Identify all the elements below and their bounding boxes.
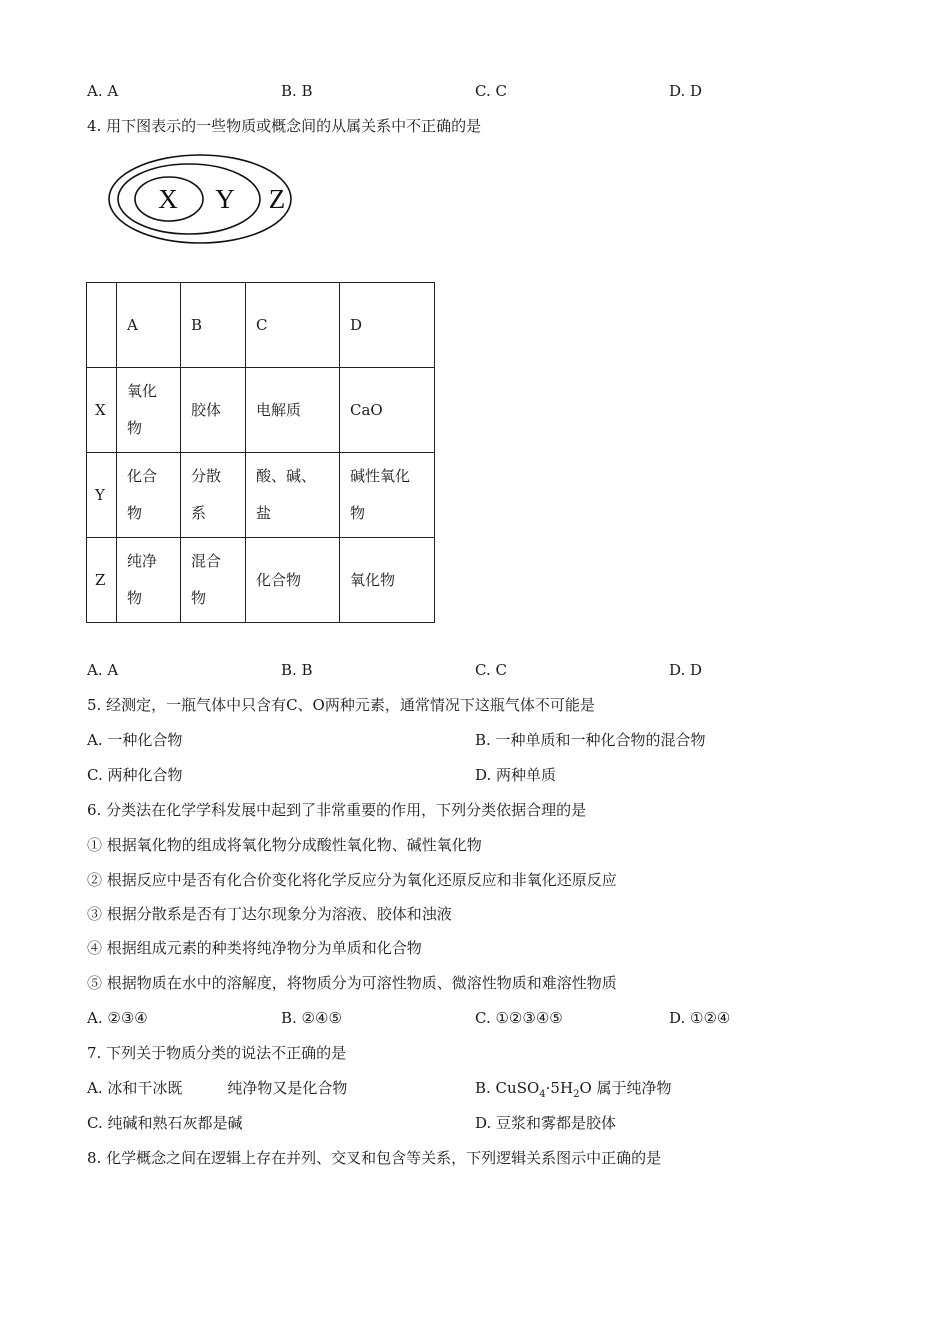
table-row-z bbox=[87, 538, 435, 623]
header-c: C bbox=[246, 283, 340, 368]
q7-option-b-sub2: 2 bbox=[573, 1089, 580, 1100]
q3-option-a: A. A bbox=[87, 82, 119, 100]
q4-table bbox=[86, 282, 435, 623]
q4-option-a: A. A bbox=[87, 661, 119, 679]
q6-option-d: D. ①②④ bbox=[669, 1009, 731, 1027]
cell-zd: 氧化物 bbox=[340, 538, 435, 623]
q5-option-b: B. 一种单质和一种化合物的混合物 bbox=[475, 731, 706, 749]
cell-zc: 化合物 bbox=[246, 538, 340, 623]
q7-option-a: A. 冰和干冰既 纯净物又是化合物 bbox=[87, 1079, 348, 1097]
q5-option-c: C. 两种化合物 bbox=[87, 766, 183, 784]
q3-option-b: B. B bbox=[281, 82, 313, 100]
table-header-row bbox=[87, 283, 435, 368]
cell-yc: 酸、碱、盐 bbox=[246, 453, 340, 538]
cell-xd: CaO bbox=[340, 368, 435, 453]
q6-stem: 6. 分类法在化学学科发展中起到了非常重要的作用，下列分类依据合理的是 bbox=[87, 801, 587, 819]
q6-item-5: ⑤ 根据物质在水中的溶解度，将物质分为可溶性物质、微溶性物质和难溶性物质 bbox=[87, 974, 617, 992]
q6-item-3: ③ 根据分散系是否有丁达尔现象分为溶液、胶体和浊液 bbox=[87, 905, 452, 923]
row-label-z: Z bbox=[87, 538, 117, 623]
q4-stem: 4. 用下图表示的一些物质或概念间的从属关系中不正确的是 bbox=[87, 117, 482, 135]
q4-option-b: B. B bbox=[281, 661, 313, 679]
q7-option-b-pre: B. CuSO bbox=[475, 1079, 540, 1097]
cell-yb: 分散系 bbox=[181, 453, 246, 538]
header-a: A bbox=[117, 283, 181, 368]
q5-option-a: A. 一种化合物 bbox=[87, 731, 183, 749]
q4-option-d: D. D bbox=[669, 661, 703, 679]
cell-yd: 碱性氧化物 bbox=[340, 453, 435, 538]
label-y: Y bbox=[215, 184, 235, 214]
row-label-x: X bbox=[87, 368, 117, 453]
header-d: D bbox=[340, 283, 435, 368]
table-row-x bbox=[87, 368, 435, 453]
q7-option-b-mid: ·5H bbox=[545, 1079, 574, 1097]
q5-stem: 5. 经测定，一瓶气体中只含有C、O两种元素，通常情况下这瓶气体不可能是 bbox=[87, 696, 595, 714]
ellipse-y bbox=[118, 164, 260, 234]
q6-item-4: ④ 根据组成元素的种类将纯净物分为单质和化合物 bbox=[87, 939, 422, 957]
cell-xb: 胶体 bbox=[181, 368, 246, 453]
q6-option-c: C. ①②③④⑤ bbox=[475, 1009, 563, 1027]
table-row-y bbox=[87, 453, 435, 538]
q5-option-d: D. 两种单质 bbox=[475, 766, 557, 784]
q7-option-b-sub1: 4 bbox=[539, 1089, 546, 1100]
q7-option-b bbox=[475, 1078, 672, 1098]
q7-option-b-post: O 属于纯净物 bbox=[579, 1079, 672, 1097]
q3-option-c: C. C bbox=[475, 82, 507, 100]
q3-option-d: D. D bbox=[669, 82, 703, 100]
nested-ellipse-diagram bbox=[105, 150, 300, 248]
label-z: Z bbox=[268, 184, 286, 214]
header-b: B bbox=[181, 283, 246, 368]
cell-ya: 化合物 bbox=[117, 453, 181, 538]
q7-option-d: D. 豆浆和雾都是胶体 bbox=[475, 1114, 617, 1132]
q8-stem: 8. 化学概念之间在逻辑上存在并列、交叉和包含等关系，下列逻辑关系图示中正确的是 bbox=[87, 1149, 662, 1167]
label-x: X bbox=[158, 184, 178, 214]
q7-option-c: C. 纯碱和熟石灰都是碱 bbox=[87, 1114, 243, 1132]
row-label-y: Y bbox=[87, 453, 117, 538]
q7-stem: 7. 下列关于物质分类的说法不正确的是 bbox=[87, 1044, 347, 1062]
cell-xc: 电解质 bbox=[246, 368, 340, 453]
q6-item-2: ② 根据反应中是否有化合价变化将化学反应分为氧化还原反应和非氧化还原反应 bbox=[87, 871, 617, 889]
cell-zb: 混合物 bbox=[181, 538, 246, 623]
q6-item-1: ① 根据氧化物的组成将氧化物分成酸性氧化物、碱性氧化物 bbox=[87, 836, 482, 854]
q6-option-b: B. ②④⑤ bbox=[281, 1009, 342, 1027]
header-corner bbox=[87, 283, 117, 368]
cell-za: 纯净物 bbox=[117, 538, 181, 623]
cell-xa: 氧化物 bbox=[117, 368, 181, 453]
ellipse-z bbox=[109, 155, 291, 243]
q6-option-a: A. ②③④ bbox=[87, 1009, 148, 1027]
q4-option-c: C. C bbox=[475, 661, 507, 679]
